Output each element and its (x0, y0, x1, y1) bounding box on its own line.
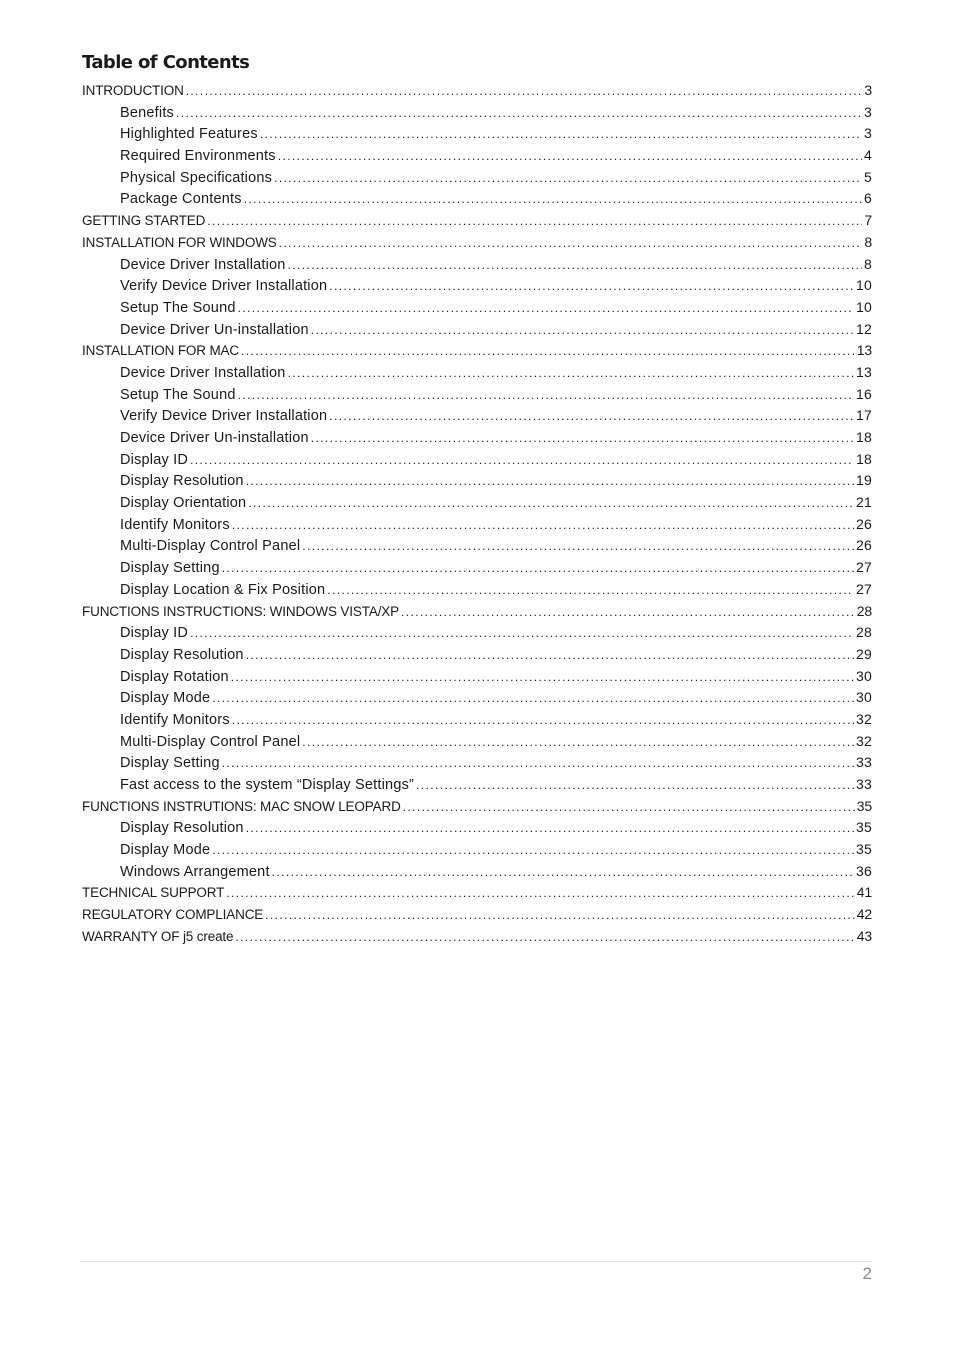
toc-entry-page: 26 (856, 537, 872, 554)
toc-entry-page: 32 (856, 710, 872, 727)
toc-entry-page: 7 (864, 212, 872, 229)
toc-section-entry[interactable] (82, 882, 872, 904)
toc-section-entry[interactable] (82, 904, 872, 926)
toc-dot-leader (190, 623, 854, 645)
toc-entry-label: Display Mode (120, 842, 211, 859)
toc-dot-leader (246, 645, 854, 667)
toc-dot-leader (212, 688, 854, 710)
toc-entry-label: Device Driver Installation (120, 364, 286, 381)
toc-entry-label: Display Mode (120, 690, 211, 707)
toc-entry-label: Display Resolution (120, 820, 244, 837)
toc-subsection-entry[interactable] (82, 644, 872, 666)
toc-entry-page: 32 (856, 732, 872, 749)
toc-subsection-entry[interactable] (82, 297, 872, 319)
footer-divider (80, 1261, 872, 1262)
toc-entry-page: 35 (856, 841, 872, 858)
toc-title: Table of Contents (82, 52, 250, 73)
toc-subsection-entry[interactable] (82, 188, 872, 210)
toc-entry-label: Setup The Sound (120, 386, 236, 403)
toc-subsection-entry[interactable] (82, 167, 872, 189)
toc-entry-label: Verify Device Driver Installation (120, 278, 328, 295)
toc-entry-page: 16 (856, 385, 872, 402)
toc-entry-label: Display ID (120, 625, 189, 642)
toc-subsection-entry[interactable] (82, 427, 872, 449)
toc-dot-leader (265, 905, 855, 927)
toc-dot-leader (207, 211, 862, 233)
toc-entry-page: 21 (856, 494, 872, 511)
toc-subsection-entry[interactable] (82, 470, 872, 492)
toc-entry-label: Display Setting (120, 755, 220, 772)
toc-entry-label: Setup The Sound (120, 299, 236, 316)
toc-entry-label: Display Resolution (120, 646, 244, 663)
toc-subsection-entry[interactable] (82, 666, 872, 688)
toc-entry-label: Device Driver Installation (120, 256, 286, 273)
toc-dot-leader (212, 840, 854, 862)
toc-dot-leader (260, 124, 862, 146)
toc-subsection-entry[interactable] (82, 145, 872, 167)
toc-dot-leader (186, 81, 863, 103)
toc-subsection-entry[interactable] (82, 731, 872, 753)
toc-entry-label: Multi-Display Control Panel (120, 733, 301, 750)
toc-subsection-entry[interactable] (82, 405, 872, 427)
toc-dot-leader (327, 580, 854, 602)
toc-dot-leader (176, 103, 862, 125)
toc-entry-label: Display Rotation (120, 668, 229, 685)
toc-entry-page: 10 (856, 277, 872, 294)
toc-subsection-entry[interactable] (82, 384, 872, 406)
toc-subsection-entry[interactable] (82, 709, 872, 731)
toc-entry-label: REGULATORY COMPLIANCE (82, 907, 264, 923)
toc-dot-leader (244, 189, 862, 211)
toc-entry-label: Fast access to the system “Display Settings” (120, 777, 415, 793)
toc-dot-leader (238, 298, 854, 320)
toc-entry-page: 3 (864, 125, 872, 142)
toc-dot-leader (311, 320, 854, 342)
toc-entry-label: Device Driver Un-installation (120, 321, 309, 338)
toc-dot-leader (231, 667, 854, 689)
toc-subsection-entry[interactable] (82, 275, 872, 297)
toc-entry-label: Multi-Display Control Panel (120, 538, 301, 555)
toc-section-entry[interactable] (82, 340, 872, 362)
page-number: 2 (862, 1264, 872, 1283)
toc-subsection-entry[interactable] (82, 535, 872, 557)
toc-subsection-entry[interactable] (82, 319, 872, 341)
toc-entry-page: 26 (856, 515, 872, 532)
toc-entry-page: 36 (856, 862, 872, 879)
toc-subsection-entry[interactable] (82, 102, 872, 124)
toc-entry-label: INTRODUCTION (82, 83, 184, 98)
toc-section-entry[interactable] (82, 210, 872, 232)
toc-entry-page: 18 (856, 450, 872, 467)
toc-entry-page: 33 (856, 776, 872, 792)
toc-entry-page: 35 (856, 797, 872, 814)
toc-dot-leader (222, 753, 854, 775)
toc-subsection-entry[interactable] (82, 254, 872, 276)
document-page (82, 52, 872, 948)
toc-entry-page: 29 (856, 645, 872, 662)
toc-entry-page: 13 (856, 363, 872, 380)
toc-dot-leader (222, 558, 854, 580)
toc-entry-page: 19 (856, 472, 872, 489)
toc-dot-leader (248, 493, 854, 515)
toc-entry-label: GETTING STARTED (82, 213, 206, 229)
toc-dot-leader (226, 883, 854, 905)
toc-entry-label: INSTALLATION FOR WINDOWS (82, 234, 277, 250)
toc-entry-label: Display ID (120, 451, 189, 468)
toc-entry-label: TECHNICAL SUPPORT (82, 885, 225, 901)
toc-entry-page: 27 (856, 559, 872, 576)
toc-section-entry[interactable] (82, 232, 872, 254)
toc-dot-leader (246, 818, 854, 840)
toc-entry-page: 33 (856, 754, 872, 771)
toc-entry-label: Display Orientation (120, 495, 247, 512)
toc-entry-page: 8 (864, 233, 872, 250)
toc-entry-page: 3 (864, 103, 872, 120)
toc-dot-leader (190, 450, 854, 472)
toc-entry-page: 41 (856, 884, 872, 901)
toc-subsection-entry[interactable] (82, 514, 872, 536)
toc-entry-label: Display Location & Fix Position (120, 581, 326, 598)
toc-entry-page: 28 (856, 624, 872, 641)
toc-entry-page: 30 (856, 667, 872, 684)
toc-entry-label: Package Contents (120, 191, 242, 208)
toc-dot-leader (235, 927, 854, 949)
toc-dot-leader (279, 233, 863, 255)
toc-entry-label: Display Setting (120, 560, 220, 577)
toc-subsection-entry[interactable] (82, 622, 872, 644)
toc-entry-label: Benefits (120, 104, 174, 121)
toc-entry-label: FUNCTIONS INSTRUTIONS: MAC SNOW LEOPARD (82, 798, 401, 814)
toc-subsection-entry[interactable] (82, 774, 872, 796)
toc-subsection-entry[interactable] (82, 687, 872, 709)
toc-entry-page: 8 (864, 255, 872, 272)
toc-entry-page: 18 (856, 429, 872, 445)
toc-entry-page: 28 (856, 602, 872, 619)
toc-subsection-entry[interactable] (82, 362, 872, 384)
toc-entry-page: 27 (856, 580, 872, 597)
toc-entry-page: 10 (856, 298, 872, 315)
toc-dot-leader (329, 406, 854, 428)
toc-subsection-entry[interactable] (82, 557, 872, 579)
toc-entry-label: Identify Monitors (120, 516, 230, 533)
toc-list (82, 80, 872, 948)
toc-dot-leader (403, 797, 855, 819)
toc-entry-page: 35 (856, 819, 872, 836)
toc-dot-leader (232, 710, 854, 732)
toc-entry-page: 6 (864, 190, 872, 207)
toc-entry-page: 13 (856, 342, 872, 359)
toc-subsection-entry[interactable] (82, 123, 872, 145)
toc-dot-leader (329, 276, 854, 298)
toc-entry-page: 17 (856, 407, 872, 424)
toc-entry-label: Windows Arrangement (120, 863, 270, 880)
toc-subsection-entry[interactable] (82, 839, 872, 861)
toc-subsection-entry[interactable] (82, 752, 872, 774)
toc-subsection-entry[interactable] (82, 861, 872, 883)
toc-entry-page: 30 (856, 689, 872, 706)
toc-subsection-entry[interactable] (82, 449, 872, 471)
toc-dot-leader (311, 428, 854, 450)
toc-entry-page: 4 (864, 147, 872, 164)
toc-dot-leader (241, 341, 855, 363)
toc-entry-page: 3 (864, 82, 872, 98)
toc-entry-label: Highlighted Features (120, 126, 258, 143)
toc-section-entry[interactable] (82, 601, 872, 623)
toc-dot-leader (401, 602, 855, 624)
toc-entry-label: WARRANTY OF j5 create (82, 928, 234, 944)
toc-entry-label: Device Driver Un-installation (120, 430, 309, 446)
toc-dot-leader (274, 168, 862, 190)
toc-subsection-entry[interactable] (82, 492, 872, 514)
toc-section-entry[interactable] (82, 80, 872, 102)
toc-entry-page: 12 (856, 320, 872, 337)
toc-dot-leader (272, 862, 854, 884)
toc-entry-label: FUNCTIONS INSTRUCTIONS: WINDOWS VISTA/XP (82, 603, 400, 619)
toc-entry-page: 43 (856, 927, 872, 944)
toc-entry-label: Display Resolution (120, 473, 244, 490)
toc-dot-leader (302, 536, 854, 558)
toc-dot-leader (288, 255, 862, 277)
toc-dot-leader (238, 385, 854, 407)
toc-dot-leader (278, 146, 862, 168)
toc-dot-leader (288, 363, 854, 385)
toc-dot-leader (416, 775, 854, 797)
toc-section-entry[interactable] (82, 796, 872, 818)
toc-entry-label: Identify Monitors (120, 711, 230, 728)
toc-entry-page: 42 (856, 906, 872, 923)
toc-entry-label: Physical Specifications (120, 169, 273, 186)
toc-entry-label: INSTALLATION FOR MAC (82, 343, 240, 359)
toc-dot-leader (302, 732, 854, 754)
toc-section-entry[interactable] (82, 926, 872, 948)
toc-entry-label: Verify Device Driver Installation (120, 408, 328, 425)
toc-entry-page: 5 (864, 168, 872, 185)
toc-subsection-entry[interactable] (82, 579, 872, 601)
toc-entry-label: Required Environments (120, 148, 276, 165)
toc-subsection-entry[interactable] (82, 817, 872, 839)
toc-dot-leader (246, 471, 854, 493)
toc-dot-leader (232, 515, 854, 537)
